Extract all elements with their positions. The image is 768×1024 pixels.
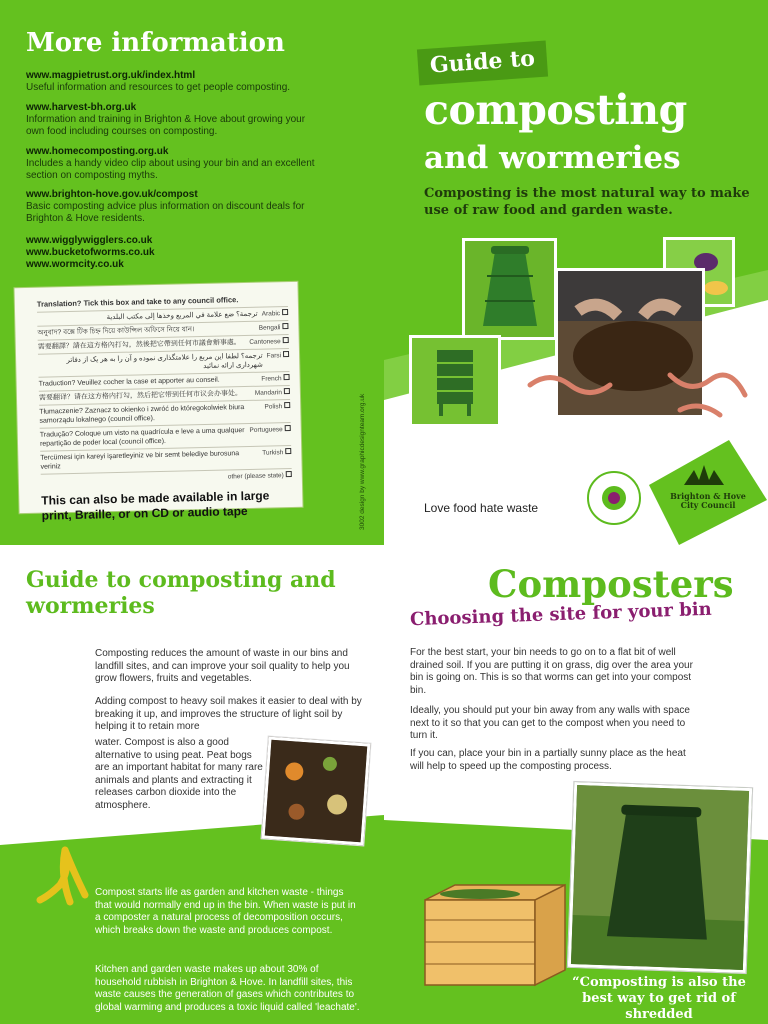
translation-text: 需要翻譯？請在這方格內打勾，然後把它帶到任何市議會辦事處。 <box>37 339 241 351</box>
info-link-block <box>26 189 316 225</box>
translation-checkbox[interactable] <box>283 351 289 357</box>
translation-lang: Farsi <box>266 352 282 360</box>
translation-text: Tłumaczenie? Zaznacz to okienko i zwróć do któregokolwiek biura samorządu lokalnego (council office). <box>39 404 245 425</box>
translation-checkbox[interactable] <box>282 323 288 329</box>
translation-card <box>14 282 302 523</box>
translation-text: Tradução? Coloque um visto na quadrícula e leve a uma qualquer repartição de poder local (council office). <box>39 427 245 448</box>
love-food-hate-waste-tagline: Love food hate waste <box>424 501 539 515</box>
translation-lang: Mandarin <box>254 389 283 397</box>
banana-peel-illustration <box>30 840 100 910</box>
more-info-title: More information <box>26 28 285 58</box>
composters-title: Composters <box>488 562 734 606</box>
translation-text: 需要翻译？请在这方格内打勾，然后把它带到任何市议会办事处。 <box>38 390 243 402</box>
compost-bin-photo <box>462 238 557 340</box>
food-partnership-logo <box>586 470 642 526</box>
info-link-block <box>26 102 316 138</box>
council-name: Brighton & Hove City Council <box>670 491 746 510</box>
translation-text <box>41 472 228 476</box>
composters-subtitle: Choosing the site for your bin <box>409 598 713 631</box>
composters-paragraph: Ideally, you should put your bin away from any walls with space next to it so that you can get to the compost when you need to turn it. <box>410 705 690 741</box>
translation-checkbox[interactable] <box>286 471 292 477</box>
translation-lang: Polish <box>264 403 283 411</box>
translation-lang: Arabic <box>261 310 281 318</box>
translation-lang: Turkish <box>262 449 284 457</box>
translation-text: ترجمه؟ لطفا این مربع را علامتگذاری نموده و آن را به هر یک از دفاتر شهرداری ارائه نمائید <box>66 352 263 370</box>
info-link-url[interactable]: www.brighton-hove.gov.uk/compost <box>26 189 198 200</box>
translation-lang: Cantonese <box>249 338 281 346</box>
translation-lang: other (please state) <box>227 472 284 481</box>
extra-link-url[interactable]: www.bucketofworms.co.uk <box>26 247 155 258</box>
translation-text: অনুবাদ? বক্সে টিক চিহ্ন দিয়ে কাউন্সিল অফিসে নিয়ে যান। <box>37 326 195 337</box>
composters-paragraph: If you can, place your bin in a partially sunny place as the heat will help to speed up the composting process. <box>410 748 686 772</box>
info-link-url[interactable]: www.magpietrust.org.uk/index.html <box>26 70 196 81</box>
guide-to-badge: Guide to <box>417 41 548 86</box>
pull-quote: “Composting is also the best way to get rid of shredded <box>572 975 746 1022</box>
intro-paragraph: Adding compost to heavy soil makes it easier to deal with by breaking it up, and improves the structure of light soil by helping it to retain more <box>95 696 362 732</box>
info-link-url[interactable]: www.harvest-bh.org.uk <box>26 102 137 113</box>
translation-checkbox[interactable] <box>285 448 291 454</box>
info-link-desc: Includes a handy video clip about using your bin and an excellent section on composting myths. <box>26 158 315 181</box>
translation-checkbox[interactable] <box>285 425 291 431</box>
translation-heading: Translation? Tick this box and take to any council office. <box>36 295 239 309</box>
wormery-photo <box>409 335 501 427</box>
translation-footer: This can also be made available in large print, Braille, or on CD or audio tape <box>41 488 270 523</box>
intro-paragraph: water. Compost is also a good alternative to using peat. Peat bogs are an important habitat for many rare animals and plants and extracting it releases carbon dioxide into the atmosphere. <box>95 737 263 811</box>
info-link-block <box>26 70 316 94</box>
translation-lang: Bengali <box>258 324 281 332</box>
worms-illustration <box>520 355 750 435</box>
garden-compost-bin-photo <box>568 782 752 973</box>
composters-paragraph: For the best start, your bin needs to go on to a flat bit of well drained soil. If you are putting it on grass, dig over the area your bin is going on. This is so that worms can get into your compost bin. <box>410 647 693 696</box>
extra-link-url[interactable]: www.wigglywigglers.co.uk <box>26 235 153 246</box>
info-link-block <box>26 146 316 182</box>
intro-paragraph: Composting reduces the amount of waste in our bins and landfill sites, and can improve your soil quality to help you grow flowers, fruits and vegetables. <box>95 648 350 684</box>
info-link-desc: Information and training in Brighton & Hove about growing your own food including courses on composting. <box>26 114 306 137</box>
cover-subtitle: Composting is the most natural way to make use of raw food and garden waste. <box>424 186 750 218</box>
compost-heap-photo <box>262 737 371 846</box>
intro-paragraph: Kitchen and garden waste makes up about 30% of household rubbish in Brighton & Hove. In landfill sites, this waste causes the generation of gases which contributes to global warming and produces a toxic liquid called 'leachate'. <box>95 964 360 1013</box>
translation-checkbox[interactable] <box>284 388 290 394</box>
cover-title: composting <box>424 86 687 134</box>
info-link-desc: Basic composting advice plus information on discount deals for Brighton & Hove residents. <box>26 201 305 224</box>
translation-lang: French <box>261 375 282 383</box>
translation-checkbox[interactable] <box>284 402 290 408</box>
intro-paragraph: Compost starts life as garden and kitchen waste - things that would normally end up in the bin. When waste is put in a composter a natural process of decomposition occurs, which breaks down the waste and produces compost. <box>95 887 356 936</box>
translation-checkbox[interactable] <box>282 309 288 315</box>
translation-checkbox[interactable] <box>283 337 289 343</box>
translation-text: Traduction? Veuillez cocher la case et apporter au conseil. <box>38 376 220 388</box>
translation-lang: Portuguese <box>249 426 283 434</box>
intro-title: Guide to composting and wormeries <box>26 567 336 619</box>
info-link-desc: Useful information and resources to get people composting. <box>26 82 291 93</box>
extra-link-url[interactable]: www.wormcity.co.uk <box>26 259 124 270</box>
wooden-composter-illustration <box>420 880 570 990</box>
extra-links <box>26 235 316 271</box>
info-link-url[interactable]: www.homecomposting.org.uk <box>26 146 169 157</box>
design-credit: 3002 design by www.graphicdesignteam.org.uk <box>359 393 366 530</box>
translation-checkbox[interactable] <box>284 374 290 380</box>
translation-text: Tercümesi için kareyi işaretleyiniz ve bir semt belediye burosuna veriniz <box>40 450 240 471</box>
cover-title-line2: and wormeries <box>424 140 681 176</box>
translation-text: ترجمة؟ ضع علامة في المربع وخذها إلى مكتب البلدية <box>106 310 258 322</box>
